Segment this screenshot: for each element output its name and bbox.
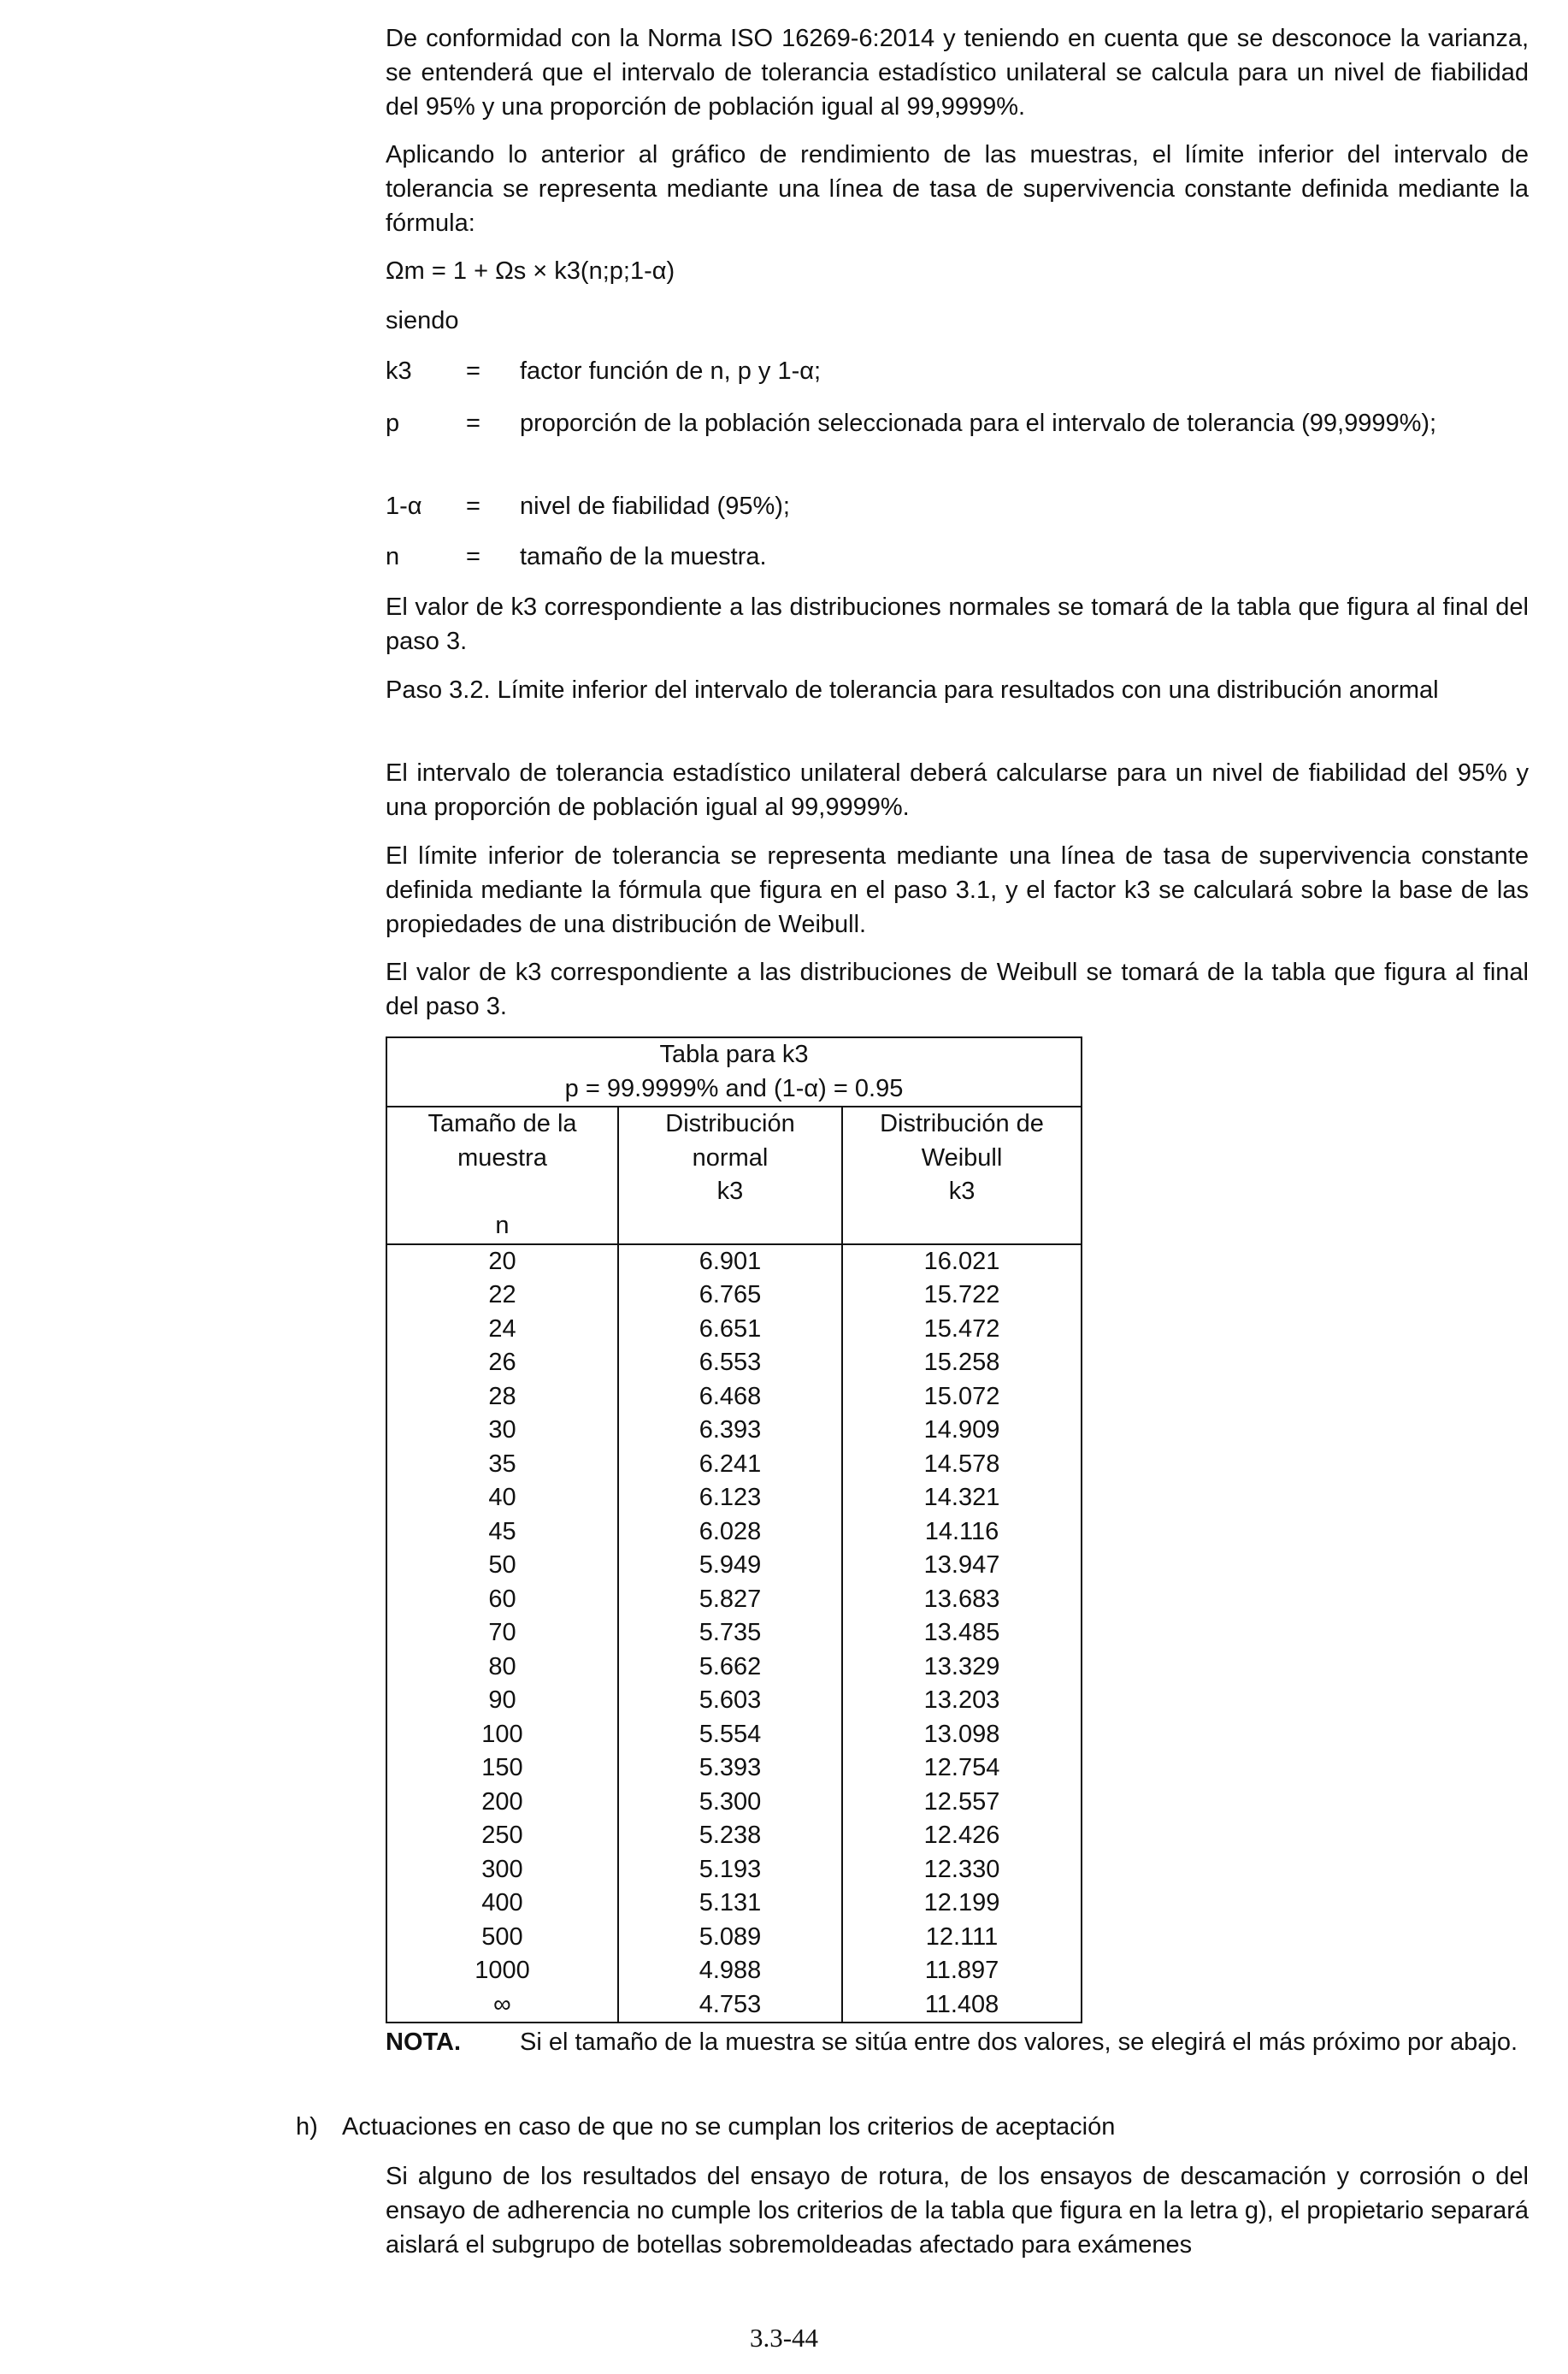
paragraph-normal-table: El valor de k3 correspondiente a las distribuciones normales se tomará de la tabla que figura al final del paso 3. — [386, 594, 1529, 655]
table-caption — [386, 1037, 1082, 1107]
cell-normal-k3: 5.827 — [618, 1583, 842, 1617]
table-row — [386, 1988, 1082, 2023]
cell-normal-k3: 5.554 — [618, 1718, 842, 1752]
column-header-sub: k3 — [948, 1178, 976, 1205]
cell-sample-size: ∞ — [386, 1988, 618, 2023]
cell-normal-k3: 4.753 — [618, 1988, 842, 2023]
table-row — [386, 1583, 1082, 1617]
definition-text: nivel de fiabilidad (95%); — [520, 493, 790, 520]
table-row — [386, 1244, 1082, 1279]
cell-normal-k3: 5.238 — [618, 1819, 842, 1853]
cell-weibull-k3: 11.897 — [842, 1954, 1082, 1988]
column-header-sub: n — [495, 1212, 510, 1239]
cell-sample-size: 80 — [386, 1651, 618, 1685]
table-row — [386, 1786, 1082, 1820]
definition-symbol: p — [386, 410, 400, 437]
table-row — [386, 1481, 1082, 1515]
cell-normal-k3: 5.393 — [618, 1751, 842, 1786]
cell-sample-size: 28 — [386, 1380, 618, 1414]
cell-weibull-k3: 11.408 — [842, 1988, 1082, 2023]
definition-text: proporción de la población seleccionada para el intervalo de tolerancia (99,9999%); — [520, 410, 1437, 437]
table-row — [386, 1751, 1082, 1786]
paragraph-acceptance-failure: Si alguno de los resultados del ensayo de rotura, de los ensayos de descamación y corrosión o del ensayo de adherencia no cumple los criterios de la tabla que figura en la letra g), el propietario separará aislará el subgrupo de botellas sobremoldeadas afectado para exámenes — [386, 2163, 1529, 2259]
list-item-heading: Actuaciones en caso de que no se cumplan los criterios de aceptación — [342, 2113, 1116, 2141]
cell-sample-size: 200 — [386, 1786, 618, 1820]
table-row — [386, 1887, 1082, 1921]
cell-weibull-k3: 13.098 — [842, 1718, 1082, 1752]
cell-sample-size: 1000 — [386, 1954, 618, 1988]
cell-weibull-k3: 15.472 — [842, 1313, 1082, 1347]
cell-sample-size: 90 — [386, 1684, 618, 1718]
list-marker: h) — [296, 2113, 318, 2141]
paragraph-weibull-table: El valor de k3 correspondiente a las distribuciones de Weibull se tomará de la tabla que figura al final del paso 3. — [386, 959, 1529, 1020]
cell-sample-size: 24 — [386, 1313, 618, 1347]
cell-sample-size: 70 — [386, 1616, 618, 1651]
cell-weibull-k3: 12.754 — [842, 1751, 1082, 1786]
cell-weibull-k3: 15.072 — [842, 1380, 1082, 1414]
cell-normal-k3: 5.735 — [618, 1616, 842, 1651]
cell-normal-k3: 6.241 — [618, 1448, 842, 1482]
cell-sample-size: 35 — [386, 1448, 618, 1482]
cell-sample-size: 22 — [386, 1279, 618, 1313]
column-header-label: Distribución normal — [665, 1110, 795, 1172]
note-label: NOTA. — [386, 2029, 462, 2056]
cell-normal-k3: 5.603 — [618, 1684, 842, 1718]
cell-weibull-k3: 12.426 — [842, 1819, 1082, 1853]
cell-normal-k3: 5.300 — [618, 1786, 842, 1820]
cell-normal-k3: 5.131 — [618, 1887, 842, 1921]
table-row — [386, 1616, 1082, 1651]
table-row — [386, 1515, 1082, 1550]
k3-table — [386, 1036, 1082, 2023]
table-row — [386, 1448, 1082, 1482]
definition-equals: = — [466, 493, 480, 520]
cell-normal-k3: 6.028 — [618, 1515, 842, 1550]
cell-weibull-k3: 12.199 — [842, 1887, 1082, 1921]
cell-weibull-k3: 13.485 — [842, 1616, 1082, 1651]
column-header-sub: k3 — [716, 1178, 744, 1205]
cell-sample-size: 30 — [386, 1414, 618, 1448]
cell-normal-k3: 6.393 — [618, 1414, 842, 1448]
definition-equals: = — [466, 543, 480, 570]
cell-weibull-k3: 12.330 — [842, 1853, 1082, 1887]
definition-text: tamaño de la muestra. — [520, 543, 767, 570]
cell-sample-size: 250 — [386, 1819, 618, 1853]
column-header-sample-size — [386, 1107, 618, 1244]
table-row — [386, 1414, 1082, 1448]
cell-weibull-k3: 13.947 — [842, 1549, 1082, 1583]
table-row — [386, 1921, 1082, 1955]
table-row — [386, 1313, 1082, 1347]
table-row — [386, 1718, 1082, 1752]
paragraph-paso-3-2: Paso 3.2. Límite inferior del intervalo de tolerancia para resultados con una distribución anormal — [386, 676, 1439, 704]
cell-normal-k3: 5.949 — [618, 1549, 842, 1583]
cell-sample-size: 100 — [386, 1718, 618, 1752]
formula: Ωm = 1 + Ωs × k3(n;p;1-α) — [386, 257, 675, 285]
siendo-label: siendo — [386, 307, 459, 334]
definition-text: factor función de n, p y 1-α; — [520, 357, 822, 385]
cell-sample-size: 26 — [386, 1346, 618, 1380]
cell-normal-k3: 6.468 — [618, 1380, 842, 1414]
table-caption-params: p = 99.9999% and (1-α) = 0.95 — [564, 1074, 904, 1102]
cell-sample-size: 400 — [386, 1887, 618, 1921]
column-header-label: Distribución de Weibull — [880, 1110, 1044, 1172]
cell-normal-k3: 5.662 — [618, 1651, 842, 1685]
column-header-weibull — [842, 1107, 1082, 1244]
table-row — [386, 1684, 1082, 1718]
definition-symbol: n — [386, 543, 400, 570]
table-row — [386, 1819, 1082, 1853]
column-header-normal — [618, 1107, 842, 1244]
paragraph-tolerance-interval: El intervalo de tolerancia estadístico unilateral deberá calcularse para un nivel de fiabilidad del 95% y una proporción de población igual al 99,9999%. — [386, 759, 1529, 821]
table-caption-title: Tabla para k3 — [659, 1041, 809, 1068]
cell-weibull-k3: 15.722 — [842, 1279, 1082, 1313]
cell-sample-size: 20 — [386, 1244, 618, 1279]
cell-sample-size: 300 — [386, 1853, 618, 1887]
table-row — [386, 1549, 1082, 1583]
column-header-label: Tamaño de la muestra — [427, 1110, 577, 1172]
cell-weibull-k3: 13.329 — [842, 1651, 1082, 1685]
table-row — [386, 1651, 1082, 1685]
cell-weibull-k3: 12.557 — [842, 1786, 1082, 1820]
cell-normal-k3: 6.651 — [618, 1313, 842, 1347]
paragraph-weibull-limit: El límite inferior de tolerancia se representa mediante una línea de tasa de supervivencia constante definida mediante la fórmula que figura en el paso 3.1, y el factor k3 se calculará sobre la base de las propiedades de una distribución de Weibull. — [386, 842, 1529, 938]
table-row — [386, 1346, 1082, 1380]
cell-weibull-k3: 13.683 — [842, 1583, 1082, 1617]
cell-normal-k3: 6.553 — [618, 1346, 842, 1380]
paragraph-iso-norm: De conformidad con la Norma ISO 16269-6:2014 y teniendo en cuenta que se desconoce la varianza, se entenderá que el intervalo de tolerancia estadístico unilateral se calcula para un nivel de fiabilidad del 95% y una proporción de población igual al 99,9999%. — [386, 25, 1529, 121]
cell-normal-k3: 6.901 — [618, 1244, 842, 1279]
cell-normal-k3: 5.193 — [618, 1853, 842, 1887]
paragraph-lower-limit: Aplicando lo anterior al gráfico de rendimiento de las muestras, el límite inferior del intervalo de tolerancia se representa mediante una línea de tasa de supervivencia constante definida mediante la fórmula: — [386, 141, 1529, 237]
cell-weibull-k3: 12.111 — [842, 1921, 1082, 1955]
cell-sample-size: 40 — [386, 1481, 618, 1515]
definition-equals: = — [466, 410, 480, 437]
cell-sample-size: 50 — [386, 1549, 618, 1583]
cell-weibull-k3: 15.258 — [842, 1346, 1082, 1380]
table-row — [386, 1279, 1082, 1313]
table-row — [386, 1380, 1082, 1414]
cell-normal-k3: 6.123 — [618, 1481, 842, 1515]
cell-sample-size: 500 — [386, 1921, 618, 1955]
definition-symbol: k3 — [386, 357, 412, 385]
cell-weibull-k3: 14.909 — [842, 1414, 1082, 1448]
cell-sample-size: 45 — [386, 1515, 618, 1550]
table-row — [386, 1853, 1082, 1887]
cell-sample-size: 60 — [386, 1583, 618, 1617]
cell-weibull-k3: 16.021 — [842, 1244, 1082, 1279]
page-number: 3.3-44 — [749, 2323, 819, 2353]
definition-symbol: 1-α — [386, 493, 422, 520]
cell-normal-k3: 4.988 — [618, 1954, 842, 1988]
cell-weibull-k3: 14.321 — [842, 1481, 1082, 1515]
cell-normal-k3: 5.089 — [618, 1921, 842, 1955]
note-text: Si el tamaño de la muestra se sitúa entre dos valores, se elegirá el más próximo por abajo. — [520, 2029, 1518, 2056]
table-row — [386, 1954, 1082, 1988]
cell-sample-size: 150 — [386, 1751, 618, 1786]
cell-weibull-k3: 14.578 — [842, 1448, 1082, 1482]
cell-weibull-k3: 13.203 — [842, 1684, 1082, 1718]
cell-normal-k3: 6.765 — [618, 1279, 842, 1313]
definition-equals: = — [466, 357, 480, 385]
cell-weibull-k3: 14.116 — [842, 1515, 1082, 1550]
